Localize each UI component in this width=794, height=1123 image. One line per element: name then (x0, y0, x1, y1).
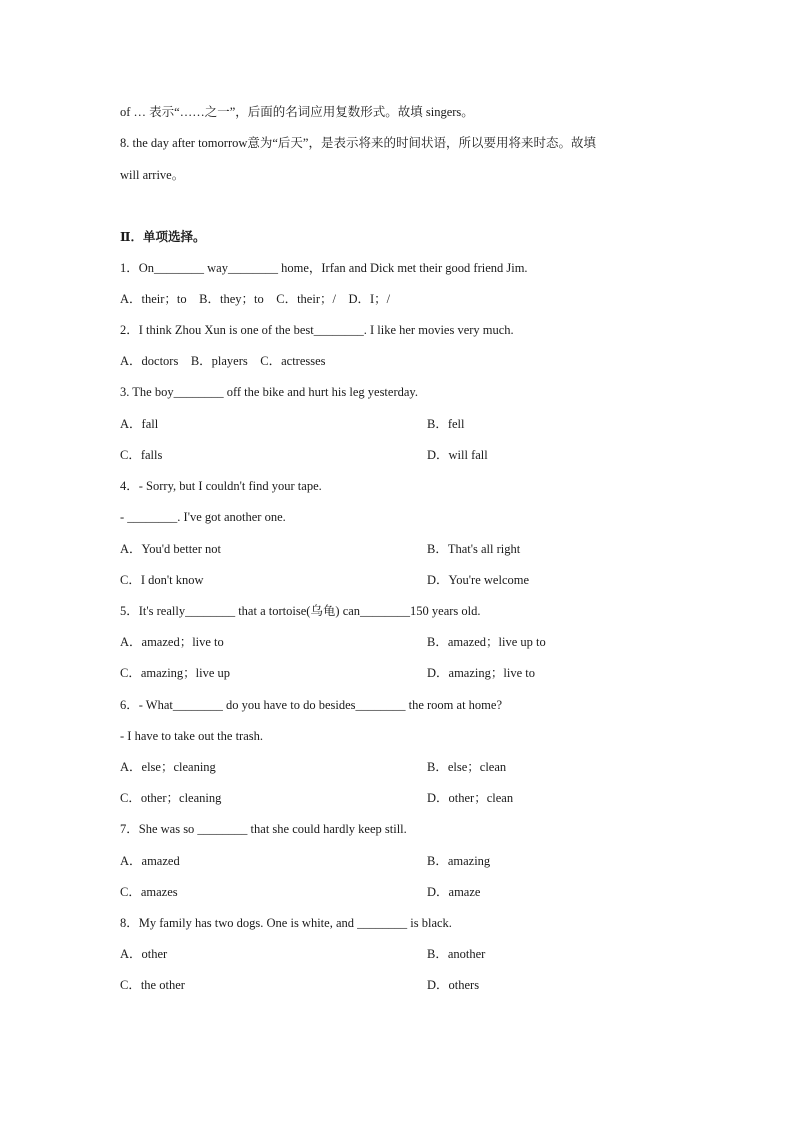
q6-option-d: D．other；clean (427, 791, 514, 805)
q2-stem: 2．I think Zhou Xun is one of the best________. I like her movies very much. (120, 323, 514, 337)
q2-options: A．doctors B．players C．actresses (120, 354, 326, 368)
explanation-line-1: of … 表示“……之一”，后面的名词应用复数形式。故填 singers。 (120, 105, 474, 119)
q6-option-c: C．other；cleaning (120, 791, 222, 805)
q4-option-d: D．You're welcome (427, 573, 530, 587)
q8-option-c: C．the other (120, 978, 185, 992)
q4-option-b: B．That's all right (427, 542, 521, 556)
q5-option-a: A．amazed；live to (120, 635, 224, 649)
q4-option-a: A．You'd better not (120, 542, 221, 556)
q8-option-a: A．other (120, 947, 168, 961)
q4-option-c: C．I don't know (120, 573, 204, 587)
q8-option-d: D．others (427, 978, 480, 992)
q7-option-b: B．amazing (427, 854, 491, 868)
explanation-line-2: 8. the day after tomorrow意为“后天”，是表示将来的时间状语，所以要用将来时态。故填 (120, 136, 596, 150)
q5-option-c: C．amazing；live up (120, 666, 231, 680)
q6-stem: 6．- What________ do you have to do besides________ the room at home? (120, 698, 502, 712)
q5-stem: 5．It's really________ that a tortoise(乌龟) can________150 years old. (120, 604, 481, 618)
q1-options: A．their；to B．they；to C．their；/ D．I；/ (120, 292, 391, 306)
q7-stem: 7．She was so ________ that she could hardly keep still. (120, 822, 407, 836)
q8-option-b: B．another (427, 947, 486, 961)
q4-stem-reply: - ________. I've got another one. (120, 510, 286, 524)
q5-option-d: D．amazing；live to (427, 666, 535, 680)
q6-stem-reply: - I have to take out the trash. (120, 729, 264, 743)
q3-option-a: A．fall (120, 417, 159, 431)
q3-option-d: D．will fall (427, 448, 488, 462)
q7-option-a: A．amazed (120, 854, 180, 868)
q1-stem: 1．On________ way________ home，Irfan and Dick met their good friend Jim. (120, 261, 528, 275)
explanation-line-3: will arrive。 (120, 168, 185, 182)
section-heading: Ⅱ．单项选择。 (120, 230, 206, 244)
q3-option-c: C．falls (120, 448, 163, 462)
q6-option-b: B．else；clean (427, 760, 507, 774)
q3-stem: 3. The boy________ off the bike and hurt his leg yesterday. (120, 385, 418, 399)
q8-stem: 8．My family has two dogs. One is white, and ________ is black. (120, 916, 452, 930)
q7-option-d: D．amaze (427, 885, 481, 899)
q3-option-b: B．fell (427, 417, 465, 431)
q4-stem: 4．- Sorry, but I couldn't find your tape. (120, 479, 322, 493)
q6-option-a: A．else；cleaning (120, 760, 216, 774)
q5-option-b: B．amazed；live up to (427, 635, 546, 649)
q7-option-c: C．amazes (120, 885, 178, 899)
